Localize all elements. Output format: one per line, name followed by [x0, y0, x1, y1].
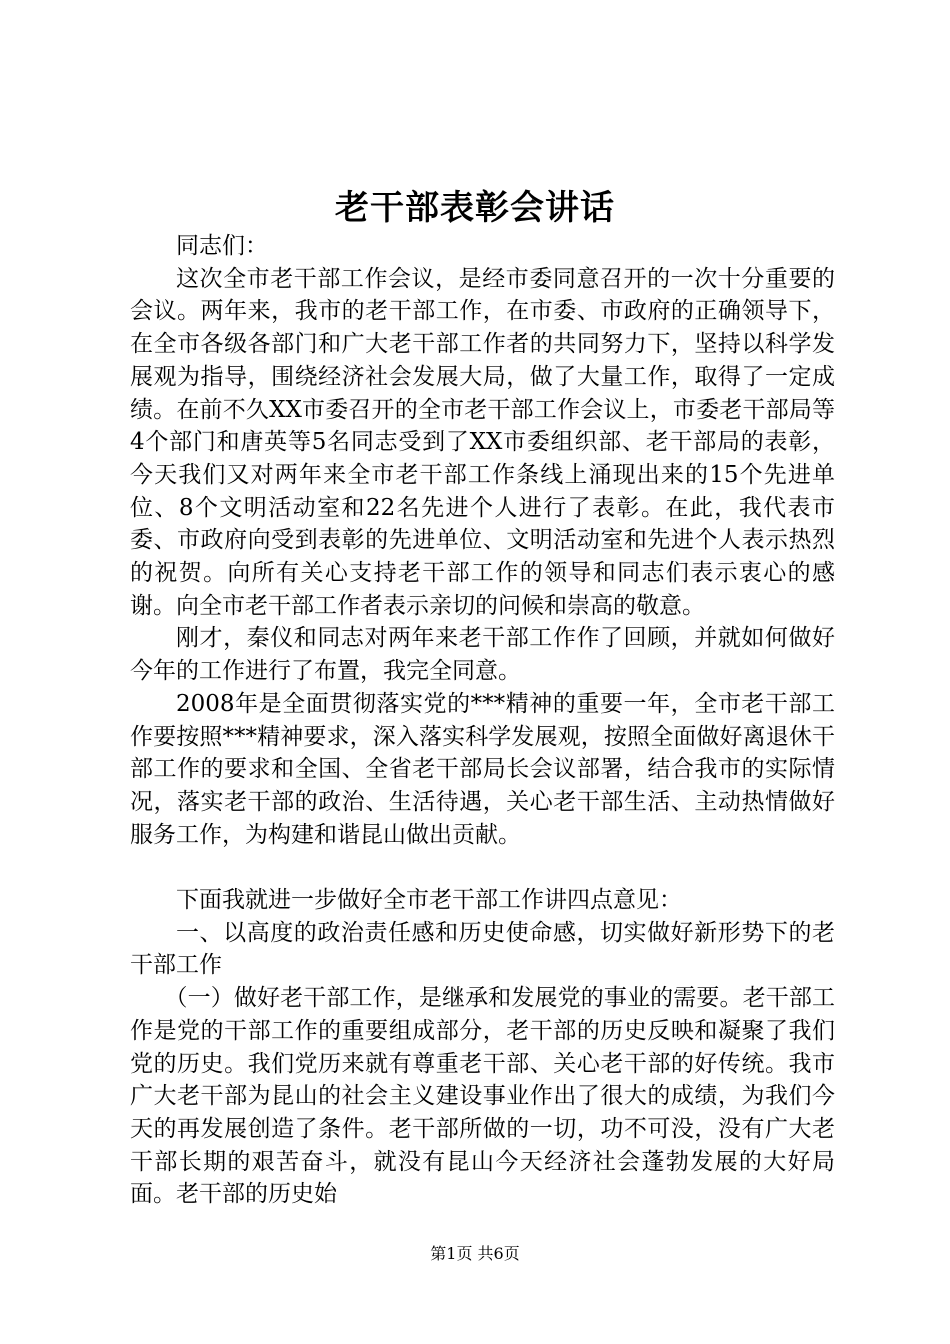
greeting: 同志们：	[176, 233, 268, 259]
paragraph-3: 2008年是全面贯彻落实党的***精神的重要一年，全市老干部工作要按照***精神要求，深入落实科学发展观，按照全面做好离退休干部工作的要求和全国、全省老干部局长会议部署，结合我市的实际情况，落实老干部的政治、生活待遇，关心老干部生活、主动热情做好服务工作，为构建和谐昆山做出贡献。	[130, 690, 835, 848]
document-title: 老干部表彰会讲话	[335, 188, 615, 228]
paragraph-2: 刚才，秦仪和同志对两年来老干部工作作了回顾，并就如何做好今年的工作进行了布置，我完全同意。	[130, 625, 835, 685]
page-footer: 第1页 共6页	[430, 1244, 520, 1263]
paragraph-4: 下面我就进一步做好全市老干部工作讲四点意见：	[176, 887, 682, 914]
section-heading-1: 一、以高度的政治责任感和历史使命感，切实做好新形势下的老干部工作	[130, 919, 835, 979]
blank-line	[130, 851, 835, 884]
document-body	[130, 230, 835, 1211]
paragraph-1: 这次全市老干部工作会议，是经市委同意召开的一次十分重要的会议。两年来，我市的老干部工作，在市委、市政府的正确领导下，在全市各级各部门和广大老干部工作者的共同努力下，坚持以科学发展观为指导，围绕经济社会发展大局，做了大量工作，取得了一定成绩。在前不久XX市委召开的全市老干部工作会议上，市委老干部局等4个部门和唐英等5名同志受到了XX市委组织部、老干部局的表彰，今天我们又对两年来全市老干部工作条线上涌现出来的15个先进单位、8个文明活动室和22名先进个人进行了表彰。在此，我代表市委、市政府向受到表彰的先进单位、文明活动室和先进个人表示热烈的祝贺。向所有关心支持老干部工作的领导和同志们表示衷心的感谢。向全市老干部工作者表示亲切的问候和崇高的敬意。	[130, 265, 835, 619]
paragraph-5: （一）做好老干部工作，是继承和发展党的事业的需要。老干部工作是党的干部工作的重要组成部分，老干部的历史反映和凝聚了我们党的历史。我们党历来就有尊重老干部、关心老干部的好传统。我市广大老干部为昆山的社会主义建设事业作出了很大的成绩，为我们今天的再发展创造了条件。老干部所做的一切，功不可没，没有广大老干部长期的艰苦奋斗，就没有昆山今天经济社会蓬勃发展的大好局面。老干部的历史始	[130, 985, 835, 1208]
